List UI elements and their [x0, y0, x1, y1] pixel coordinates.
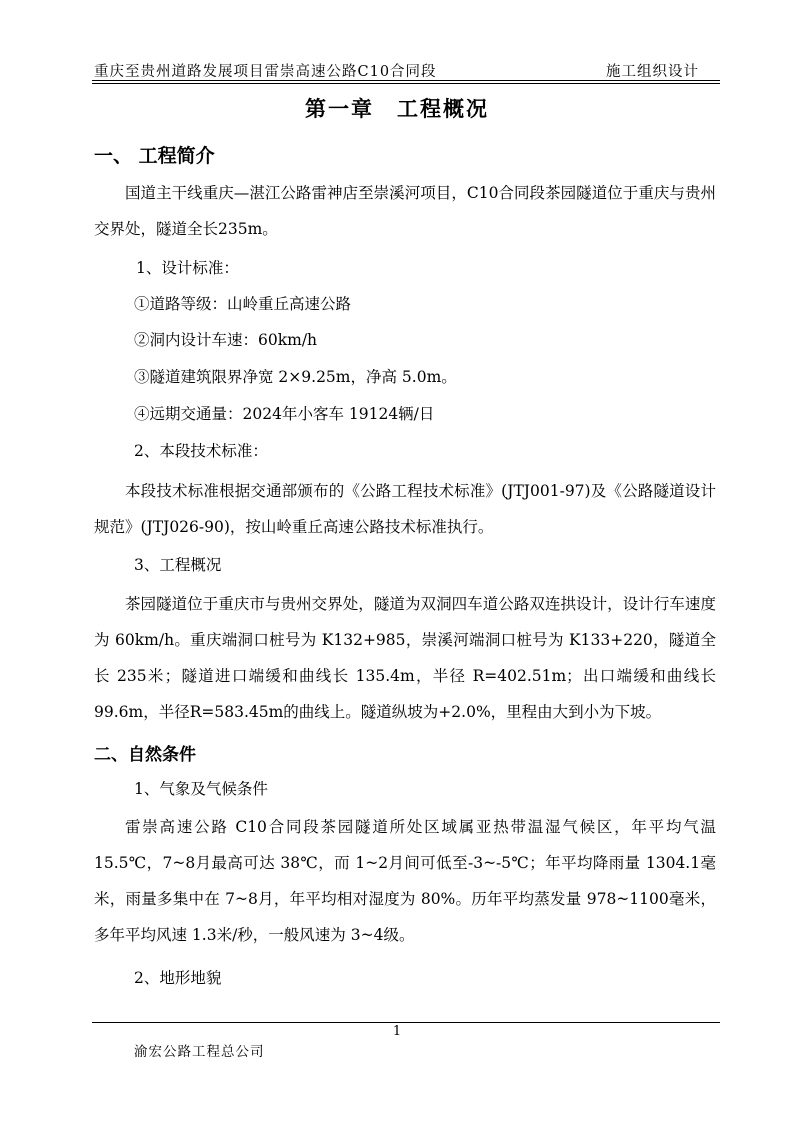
header-rule-bottom: [92, 83, 720, 84]
chapter-title: 第一章 工程概况: [305, 96, 489, 121]
footer-rule: [92, 1022, 720, 1023]
intro-paragraph: 国道主干线重庆—湛江公路雷神店至崇溪河项目，C10合同段茶园隧道位于重庆与贵州交界处，隧道全长235m。: [94, 184, 716, 238]
terrain-title: 2、地形地貌: [134, 969, 222, 987]
design-item-speed: ②洞内设计车速：60km/h: [134, 331, 318, 349]
header-rule-top: [92, 80, 720, 81]
design-item-clearance: ③隧道建筑限界净宽 2×9.25m，净高 5.0m。: [134, 368, 457, 386]
tech-standard-paragraph: 本段技术标准根据交通部颁布的《公路工程技术标准》(JTJ001-97)及《公路隧道设计规范》(JTJ026-90)，按山岭重丘高速公路技术标准执行。: [94, 482, 716, 536]
design-item-road-grade: ①道路等级：山岭重丘高速公路: [134, 295, 352, 313]
header-project-title: 重庆至贵州道路发展项目雷崇高速公路C10合同段: [94, 64, 437, 80]
section-heading-natural-conditions: 二、自然条件: [94, 745, 196, 765]
page-number: 1: [392, 1024, 402, 1039]
design-standard-title: 1、设计标准：: [136, 259, 239, 277]
footer-company: 渝宏公路工程总公司: [134, 1044, 265, 1060]
project-overview-title: 3、工程概况: [134, 556, 222, 574]
climate-title: 1、气象及气候条件: [134, 780, 268, 798]
tech-standard-title: 2、本段技术标准：: [134, 442, 268, 460]
climate-paragraph: 雷崇高速公路 C10合同段茶园隧道所处区域属亚热带温湿气候区，年平均气温 15.5℃，7~8月最高可达 38℃，而 1~2月间可低至-3~-5℃；年平均降雨量 1304.1毫米，雨量多集中在 7~8月，年平均相对湿度为 80%。历年平均蒸发量 978~1100毫米，多年平均风速 1.3米/秒，一般风速为 3~4级。: [94, 818, 716, 944]
header-document-type: 施工组织设计: [606, 64, 699, 80]
section-heading-overview: 一、 工程简介: [94, 145, 215, 167]
project-overview-paragraph: 茶园隧道位于重庆市与贵州交界处，隧道为双洞四车道公路双连拱设计，设计行车速度为 60km/h。重庆端洞口桩号为 K132+985，崇溪河端洞口桩号为 K133+220，隧道全长 235米；隧道进口端缓和曲线长 135.4m，半径 R=402.51m；出口端缓和曲线长 99.6m，半径R=583.45m的曲线上。隧道纵坡为+2.0%，里程由大到小为下坡。: [94, 595, 716, 721]
design-item-traffic: ④远期交通量：2024年小客车 19124辆/日: [134, 405, 435, 423]
